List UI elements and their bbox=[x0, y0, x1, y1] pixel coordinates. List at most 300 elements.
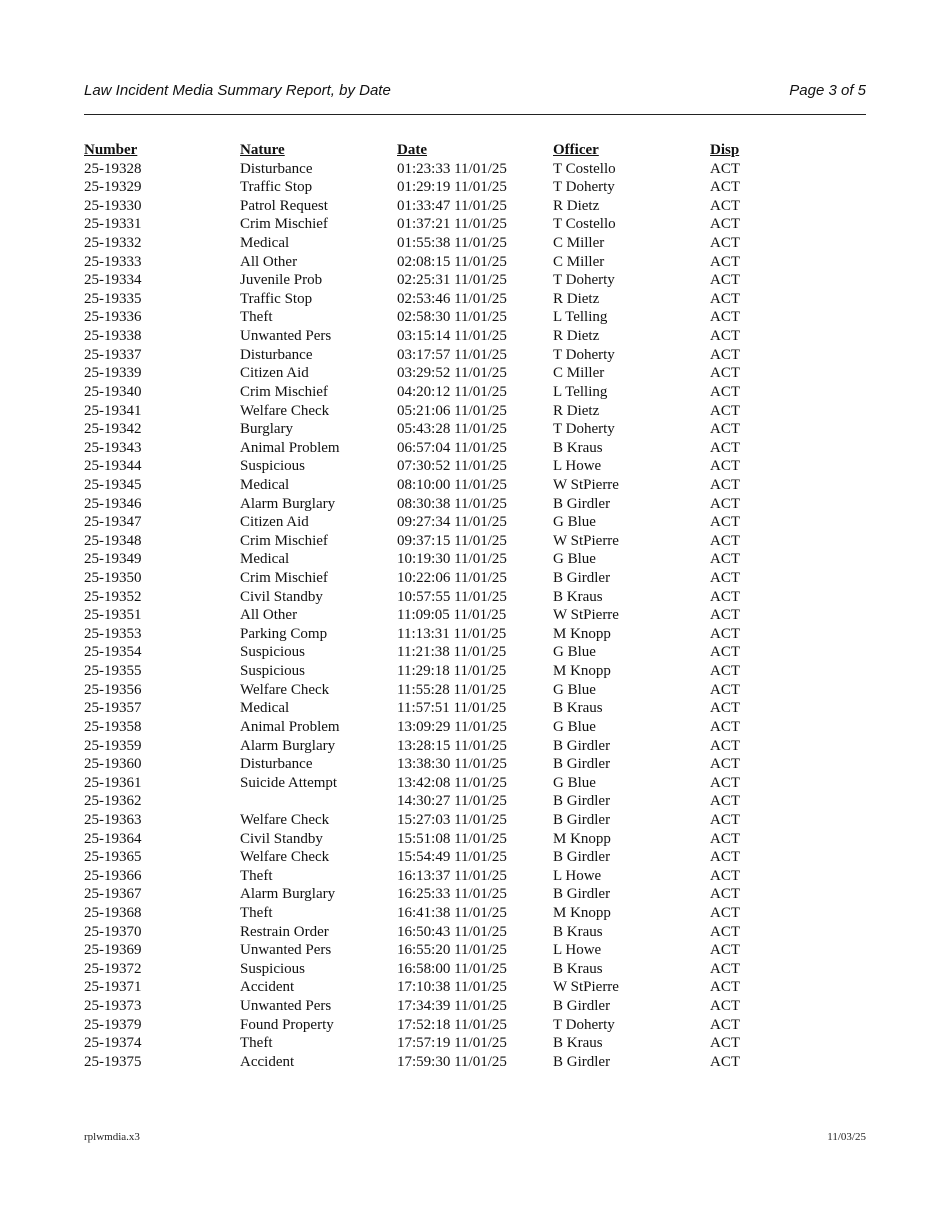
cell-officer: T Doherty bbox=[553, 421, 615, 438]
cell-number: 25-19345 bbox=[84, 476, 142, 493]
table-row bbox=[84, 830, 824, 849]
table-row bbox=[84, 904, 824, 923]
table-body bbox=[84, 160, 824, 1072]
cell-officer: G Blue bbox=[553, 644, 596, 661]
cell-disp: ACT bbox=[710, 551, 740, 568]
cell-officer: C Miller bbox=[553, 365, 605, 382]
column-header-number: Number bbox=[84, 142, 138, 158]
cell-date: 02:08:15 11/01/25 bbox=[397, 253, 507, 270]
cell-number: 25-19366 bbox=[84, 867, 142, 884]
cell-number: 25-19373 bbox=[84, 998, 142, 1015]
cell-date: 16:25:33 11/01/25 bbox=[397, 886, 507, 903]
table-row bbox=[84, 997, 824, 1016]
cell-number: 25-19346 bbox=[84, 495, 142, 512]
table-row bbox=[84, 811, 824, 830]
cell-number: 25-19362 bbox=[84, 793, 142, 810]
cell-nature: Alarm Burglary bbox=[240, 737, 336, 754]
cell-nature: Medical bbox=[240, 476, 290, 493]
header-row bbox=[84, 141, 824, 160]
cell-number: 25-19355 bbox=[84, 663, 142, 680]
table-row bbox=[84, 848, 824, 867]
cell-number: 25-19342 bbox=[84, 421, 142, 438]
cell-number: 25-19337 bbox=[84, 346, 142, 363]
table-row bbox=[84, 197, 824, 216]
cell-nature: Citizen Aid bbox=[240, 514, 309, 531]
cell-disp: ACT bbox=[710, 1053, 740, 1070]
cell-officer: B Kraus bbox=[553, 439, 603, 456]
cell-disp: ACT bbox=[710, 197, 740, 214]
cell-number: 25-19333 bbox=[84, 253, 142, 270]
cell-officer: B Kraus bbox=[553, 923, 603, 940]
cell-disp: ACT bbox=[710, 253, 740, 270]
cell-disp: ACT bbox=[710, 663, 740, 680]
cell-number: 25-19328 bbox=[84, 160, 142, 177]
cell-officer: R Dietz bbox=[553, 328, 600, 345]
cell-nature: Welfare Check bbox=[240, 402, 330, 419]
cell-nature: Juvenile Prob bbox=[240, 272, 323, 289]
cell-nature: Crim Mischief bbox=[240, 532, 328, 549]
table-row bbox=[84, 160, 824, 179]
footer-date: 11/03/25 bbox=[827, 1131, 866, 1143]
cell-disp: ACT bbox=[710, 774, 740, 791]
cell-nature: Alarm Burglary bbox=[240, 495, 336, 512]
cell-officer: B Girdler bbox=[553, 756, 611, 773]
cell-date: 11:13:31 11/01/25 bbox=[397, 625, 507, 642]
cell-nature: Suspicious bbox=[240, 960, 306, 977]
cell-number: 25-19350 bbox=[84, 570, 142, 587]
cell-officer: L Telling bbox=[553, 309, 608, 326]
cell-disp: ACT bbox=[710, 811, 740, 828]
cell-officer: G Blue bbox=[553, 551, 596, 568]
cell-disp: ACT bbox=[710, 1016, 740, 1033]
cell-number: 25-19331 bbox=[84, 216, 142, 233]
cell-officer: W StPierre bbox=[553, 532, 619, 549]
cell-date: 06:57:04 11/01/25 bbox=[397, 439, 507, 456]
cell-officer: G Blue bbox=[553, 681, 596, 698]
cell-number: 25-19336 bbox=[84, 309, 142, 326]
cell-nature: Suspicious bbox=[240, 663, 306, 680]
cell-nature: Medical bbox=[240, 235, 290, 252]
table-row bbox=[84, 960, 824, 979]
cell-number: 25-19360 bbox=[84, 756, 142, 773]
cell-officer: T Doherty bbox=[553, 272, 615, 289]
cell-officer: W StPierre bbox=[553, 979, 619, 996]
cell-number: 25-19341 bbox=[84, 402, 142, 419]
cell-nature: Disturbance bbox=[240, 756, 313, 773]
cell-officer: B Kraus bbox=[553, 588, 603, 605]
cell-officer: G Blue bbox=[553, 718, 596, 735]
cell-nature: Disturbance bbox=[240, 346, 313, 363]
cell-disp: ACT bbox=[710, 439, 740, 456]
cell-officer: M Knopp bbox=[553, 904, 611, 921]
cell-number: 25-19358 bbox=[84, 718, 142, 735]
cell-date: 01:55:38 11/01/25 bbox=[397, 235, 507, 252]
cell-date: 02:25:31 11/01/25 bbox=[397, 272, 507, 289]
cell-nature: Animal Problem bbox=[240, 439, 340, 456]
cell-nature: Suspicious bbox=[240, 458, 306, 475]
cell-nature: Traffic Stop bbox=[240, 290, 313, 307]
cell-nature: Theft bbox=[240, 904, 273, 921]
cell-disp: ACT bbox=[710, 495, 740, 512]
cell-disp: ACT bbox=[710, 756, 740, 773]
cell-number: 25-19364 bbox=[84, 830, 142, 847]
cell-number: 25-19361 bbox=[84, 774, 142, 791]
cell-number: 25-19357 bbox=[84, 700, 142, 717]
table-row bbox=[84, 327, 824, 346]
cell-disp: ACT bbox=[710, 402, 740, 419]
incident-table bbox=[84, 141, 824, 1071]
cell-date: 11:09:05 11/01/25 bbox=[397, 607, 507, 624]
cell-officer: B Kraus bbox=[553, 960, 603, 977]
cell-officer: B Girdler bbox=[553, 849, 611, 866]
table-row bbox=[84, 1053, 824, 1072]
cell-disp: ACT bbox=[710, 904, 740, 921]
cell-officer: C Miller bbox=[553, 253, 605, 270]
cell-officer: B Girdler bbox=[553, 1053, 611, 1070]
cell-date: 03:29:52 11/01/25 bbox=[397, 365, 507, 382]
cell-officer: R Dietz bbox=[553, 402, 600, 419]
cell-nature: Medical bbox=[240, 551, 290, 568]
cell-nature: Alarm Burglary bbox=[240, 886, 336, 903]
cell-disp: ACT bbox=[710, 458, 740, 475]
cell-date: 17:52:18 11/01/25 bbox=[397, 1016, 507, 1033]
cell-date: 16:58:00 11/01/25 bbox=[397, 960, 507, 977]
cell-officer: M Knopp bbox=[553, 663, 611, 680]
cell-number: 25-19339 bbox=[84, 365, 142, 382]
table-row bbox=[84, 1016, 824, 1035]
cell-number: 25-19359 bbox=[84, 737, 142, 754]
table-row bbox=[84, 588, 824, 607]
cell-date: 11:29:18 11/01/25 bbox=[397, 663, 507, 680]
cell-officer: B Girdler bbox=[553, 886, 611, 903]
cell-officer: L Telling bbox=[553, 383, 608, 400]
table-row bbox=[84, 234, 824, 253]
cell-officer: M Knopp bbox=[553, 830, 611, 847]
table-row bbox=[84, 867, 824, 886]
cell-officer: R Dietz bbox=[553, 197, 600, 214]
cell-number: 25-19329 bbox=[84, 179, 142, 196]
cell-date: 17:59:30 11/01/25 bbox=[397, 1053, 507, 1070]
cell-officer: B Girdler bbox=[553, 998, 611, 1015]
footer-report-code: rplwmdia.x3 bbox=[84, 1131, 140, 1143]
cell-number: 25-19356 bbox=[84, 681, 142, 698]
cell-disp: ACT bbox=[710, 476, 740, 493]
cell-number: 25-19370 bbox=[84, 923, 142, 940]
table-row bbox=[84, 290, 824, 309]
cell-nature: Theft bbox=[240, 1035, 273, 1052]
cell-officer: B Girdler bbox=[553, 793, 611, 810]
cell-nature: Theft bbox=[240, 309, 273, 326]
table-row bbox=[84, 364, 824, 383]
table-row bbox=[84, 737, 824, 756]
cell-disp: ACT bbox=[710, 421, 740, 438]
cell-nature: Unwanted Pers bbox=[240, 998, 332, 1015]
cell-nature: Medical bbox=[240, 700, 290, 717]
cell-nature: Welfare Check bbox=[240, 681, 330, 698]
cell-officer: B Girdler bbox=[553, 811, 611, 828]
cell-number: 25-19340 bbox=[84, 383, 142, 400]
table-row bbox=[84, 308, 824, 327]
cell-nature: Suspicious bbox=[240, 644, 306, 661]
report-title: Law Incident Media Summary Report, by Date bbox=[84, 82, 391, 99]
cell-disp: ACT bbox=[710, 290, 740, 307]
cell-date: 13:42:08 11/01/25 bbox=[397, 774, 507, 791]
table-row bbox=[84, 755, 824, 774]
cell-officer: B Girdler bbox=[553, 737, 611, 754]
cell-date: 10:19:30 11/01/25 bbox=[397, 551, 507, 568]
table-row bbox=[84, 923, 824, 942]
cell-nature bbox=[240, 792, 397, 811]
cell-officer: T Costello bbox=[553, 216, 616, 233]
cell-officer: R Dietz bbox=[553, 290, 600, 307]
table-row bbox=[84, 569, 824, 588]
cell-date: 17:34:39 11/01/25 bbox=[397, 998, 507, 1015]
cell-date: 10:22:06 11/01/25 bbox=[397, 570, 507, 587]
cell-date: 14:30:27 11/01/25 bbox=[397, 793, 507, 810]
table-row bbox=[84, 718, 824, 737]
table-row bbox=[84, 253, 824, 272]
cell-number: 25-19334 bbox=[84, 272, 142, 289]
cell-disp: ACT bbox=[710, 923, 740, 940]
table-row bbox=[84, 383, 824, 402]
cell-nature: Traffic Stop bbox=[240, 179, 313, 196]
cell-date: 01:33:47 11/01/25 bbox=[397, 197, 507, 214]
cell-nature: Welfare Check bbox=[240, 849, 330, 866]
cell-date: 13:28:15 11/01/25 bbox=[397, 737, 507, 754]
table-row bbox=[84, 532, 824, 551]
cell-disp: ACT bbox=[710, 532, 740, 549]
cell-number: 25-19372 bbox=[84, 960, 142, 977]
table-row bbox=[84, 457, 824, 476]
table-row bbox=[84, 792, 824, 811]
cell-disp: ACT bbox=[710, 867, 740, 884]
cell-number: 25-19363 bbox=[84, 811, 142, 828]
cell-officer: L Howe bbox=[553, 942, 602, 959]
cell-disp: ACT bbox=[710, 793, 740, 810]
cell-number: 25-19352 bbox=[84, 588, 142, 605]
table-row bbox=[84, 178, 824, 197]
cell-date: 10:57:55 11/01/25 bbox=[397, 588, 507, 605]
cell-number: 25-19344 bbox=[84, 458, 142, 475]
cell-nature: Animal Problem bbox=[240, 718, 340, 735]
cell-number: 25-19349 bbox=[84, 551, 142, 568]
cell-number: 25-19351 bbox=[84, 607, 142, 624]
cell-disp: ACT bbox=[710, 700, 740, 717]
cell-disp: ACT bbox=[710, 160, 740, 177]
table-row bbox=[84, 774, 824, 793]
cell-number: 25-19368 bbox=[84, 904, 142, 921]
cell-disp: ACT bbox=[710, 179, 740, 196]
cell-disp: ACT bbox=[710, 681, 740, 698]
cell-date: 11:21:38 11/01/25 bbox=[397, 644, 507, 661]
cell-nature: Crim Mischief bbox=[240, 216, 328, 233]
table-row bbox=[84, 495, 824, 514]
cell-date: 03:15:14 11/01/25 bbox=[397, 328, 507, 345]
cell-nature: Patrol Request bbox=[240, 197, 328, 214]
cell-date: 01:29:19 11/01/25 bbox=[397, 179, 507, 196]
cell-date: 16:55:20 11/01/25 bbox=[397, 942, 507, 959]
column-header-officer: Officer bbox=[553, 142, 599, 158]
cell-officer: C Miller bbox=[553, 235, 605, 252]
cell-disp: ACT bbox=[710, 383, 740, 400]
cell-number: 25-19374 bbox=[84, 1035, 142, 1052]
cell-disp: ACT bbox=[710, 1035, 740, 1052]
cell-date: 17:10:38 11/01/25 bbox=[397, 979, 507, 996]
cell-nature: Citizen Aid bbox=[240, 365, 309, 382]
cell-number: 25-19367 bbox=[84, 886, 142, 903]
cell-number: 25-19343 bbox=[84, 439, 142, 456]
cell-number: 25-19379 bbox=[84, 1016, 142, 1033]
cell-date: 16:41:38 11/01/25 bbox=[397, 904, 507, 921]
cell-number: 25-19348 bbox=[84, 532, 142, 549]
cell-officer: T Doherty bbox=[553, 1016, 615, 1033]
cell-date: 02:58:30 11/01/25 bbox=[397, 309, 507, 326]
cell-date: 15:54:49 11/01/25 bbox=[397, 849, 507, 866]
cell-nature: All Other bbox=[240, 253, 298, 270]
cell-disp: ACT bbox=[710, 588, 740, 605]
cell-disp: ACT bbox=[710, 998, 740, 1015]
table-row bbox=[84, 271, 824, 290]
cell-disp: ACT bbox=[710, 365, 740, 382]
table-header bbox=[84, 141, 824, 160]
cell-date: 05:21:06 11/01/25 bbox=[397, 402, 507, 419]
cell-officer: W StPierre bbox=[553, 607, 619, 624]
cell-date: 11:57:51 11/01/25 bbox=[397, 700, 507, 717]
cell-disp: ACT bbox=[710, 886, 740, 903]
cell-officer: L Howe bbox=[553, 867, 602, 884]
cell-officer: T Doherty bbox=[553, 179, 615, 196]
cell-officer: G Blue bbox=[553, 514, 596, 531]
cell-date: 09:27:34 11/01/25 bbox=[397, 514, 507, 531]
cell-disp: ACT bbox=[710, 737, 740, 754]
cell-date: 08:30:38 11/01/25 bbox=[397, 495, 507, 512]
cell-number: 25-19375 bbox=[84, 1053, 142, 1070]
cell-date: 08:10:00 11/01/25 bbox=[397, 476, 507, 493]
table-row bbox=[84, 625, 824, 644]
cell-number: 25-19338 bbox=[84, 328, 142, 345]
cell-officer: T Costello bbox=[553, 160, 616, 177]
cell-officer: B Kraus bbox=[553, 700, 603, 717]
cell-date: 17:57:19 11/01/25 bbox=[397, 1035, 507, 1052]
cell-disp: ACT bbox=[710, 346, 740, 363]
cell-officer: B Kraus bbox=[553, 1035, 603, 1052]
cell-nature: Crim Mischief bbox=[240, 383, 328, 400]
table-row bbox=[84, 941, 824, 960]
table-row bbox=[84, 978, 824, 997]
cell-disp: ACT bbox=[710, 644, 740, 661]
cell-disp: ACT bbox=[710, 328, 740, 345]
report-header bbox=[84, 82, 866, 102]
column-header-nature: Nature bbox=[240, 142, 285, 158]
header-divider bbox=[84, 114, 866, 115]
column-header-date: Date bbox=[397, 142, 427, 158]
cell-nature: Crim Mischief bbox=[240, 570, 328, 587]
cell-date: 09:37:15 11/01/25 bbox=[397, 532, 507, 549]
cell-nature: Restrain Order bbox=[240, 923, 329, 940]
page-indicator: Page 3 of 5 bbox=[789, 82, 866, 99]
cell-nature: Accident bbox=[240, 979, 295, 996]
cell-number: 25-19347 bbox=[84, 514, 142, 531]
table-row bbox=[84, 550, 824, 569]
cell-nature: Welfare Check bbox=[240, 811, 330, 828]
cell-date: 13:38:30 11/01/25 bbox=[397, 756, 507, 773]
table-row bbox=[84, 346, 824, 365]
cell-nature: Parking Comp bbox=[240, 625, 328, 642]
cell-officer: B Girdler bbox=[553, 495, 611, 512]
cell-disp: ACT bbox=[710, 830, 740, 847]
cell-number: 25-19354 bbox=[84, 644, 142, 661]
table-row bbox=[84, 681, 824, 700]
cell-nature: Suicide Attempt bbox=[240, 774, 338, 791]
cell-disp: ACT bbox=[710, 607, 740, 624]
cell-number: 25-19332 bbox=[84, 235, 142, 252]
cell-disp: ACT bbox=[710, 625, 740, 642]
cell-nature: Theft bbox=[240, 867, 273, 884]
cell-officer: B Girdler bbox=[553, 570, 611, 587]
table-row bbox=[84, 476, 824, 495]
table-row bbox=[84, 606, 824, 625]
table-row bbox=[84, 1034, 824, 1053]
table-row bbox=[84, 643, 824, 662]
cell-date: 13:09:29 11/01/25 bbox=[397, 718, 507, 735]
cell-disp: ACT bbox=[710, 309, 740, 326]
cell-number: 25-19330 bbox=[84, 197, 142, 214]
cell-disp: ACT bbox=[710, 216, 740, 233]
cell-officer: G Blue bbox=[553, 774, 596, 791]
cell-officer: M Knopp bbox=[553, 625, 611, 642]
cell-disp: ACT bbox=[710, 272, 740, 289]
cell-date: 16:50:43 11/01/25 bbox=[397, 923, 507, 940]
table-row bbox=[84, 699, 824, 718]
cell-disp: ACT bbox=[710, 718, 740, 735]
cell-nature: Burglary bbox=[240, 421, 294, 438]
cell-disp: ACT bbox=[710, 942, 740, 959]
cell-date: 04:20:12 11/01/25 bbox=[397, 383, 507, 400]
cell-number: 25-19335 bbox=[84, 290, 142, 307]
cell-officer: L Howe bbox=[553, 458, 602, 475]
cell-date: 05:43:28 11/01/25 bbox=[397, 421, 507, 438]
cell-nature: Unwanted Pers bbox=[240, 328, 332, 345]
cell-officer: T Doherty bbox=[553, 346, 615, 363]
cell-date: 03:17:57 11/01/25 bbox=[397, 346, 507, 363]
cell-officer: W StPierre bbox=[553, 476, 619, 493]
cell-date: 01:37:21 11/01/25 bbox=[397, 216, 507, 233]
column-header-disp: Disp bbox=[710, 142, 740, 158]
cell-nature: Civil Standby bbox=[240, 588, 323, 605]
cell-date: 11:55:28 11/01/25 bbox=[397, 681, 507, 698]
table-row bbox=[84, 439, 824, 458]
cell-nature: Unwanted Pers bbox=[240, 942, 332, 959]
table-row bbox=[84, 420, 824, 439]
cell-disp: ACT bbox=[710, 979, 740, 996]
cell-date: 15:51:08 11/01/25 bbox=[397, 830, 507, 847]
table-row bbox=[84, 513, 824, 532]
cell-nature: Disturbance bbox=[240, 160, 313, 177]
cell-nature: Civil Standby bbox=[240, 830, 323, 847]
cell-date: 02:53:46 11/01/25 bbox=[397, 290, 507, 307]
cell-disp: ACT bbox=[710, 235, 740, 252]
cell-number: 25-19369 bbox=[84, 942, 142, 959]
cell-disp: ACT bbox=[710, 514, 740, 531]
cell-date: 16:13:37 11/01/25 bbox=[397, 867, 507, 884]
cell-disp: ACT bbox=[710, 849, 740, 866]
cell-nature: All Other bbox=[240, 607, 298, 624]
cell-nature: Found Property bbox=[240, 1016, 334, 1033]
cell-date: 07:30:52 11/01/25 bbox=[397, 458, 507, 475]
cell-disp: ACT bbox=[710, 570, 740, 587]
table-row bbox=[84, 402, 824, 421]
cell-number: 25-19365 bbox=[84, 849, 142, 866]
